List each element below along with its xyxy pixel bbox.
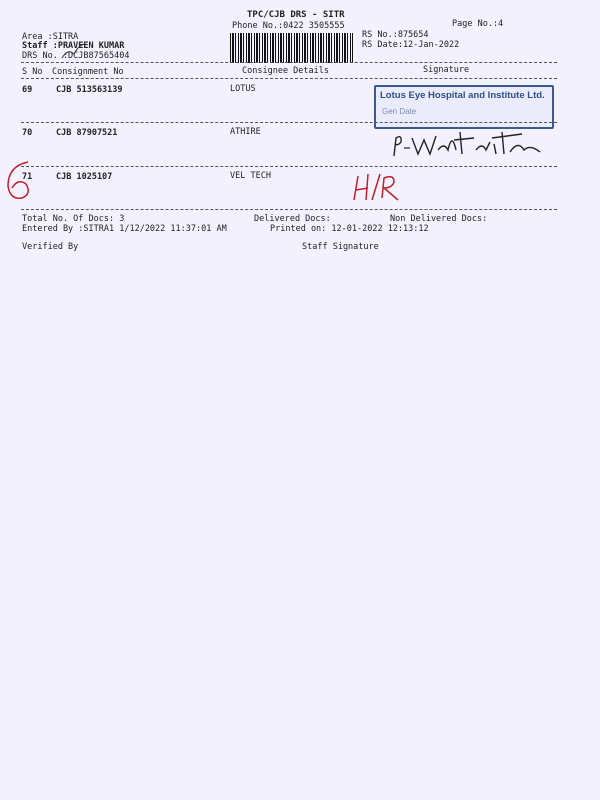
non-delivered-docs: Non Delivered Docs:: [390, 214, 488, 224]
divider: [21, 166, 557, 167]
row-consignment: CJB 1025107: [56, 172, 113, 182]
row-consignee: LOTUS: [230, 84, 256, 94]
row-sno: 69: [22, 85, 33, 95]
row-consignment: CJB 87907521: [56, 128, 118, 138]
col-consignment: Consignment No: [52, 67, 124, 77]
row-consignee: VEL TECH: [230, 171, 271, 181]
stamp-name: Lotus Eye Hospital and Institute Ltd.: [380, 90, 545, 101]
phone-number: Phone No.:0422 3505555: [232, 21, 345, 31]
stamp-sub: Gen Date: [382, 107, 417, 116]
rs-date: RS Date:12-Jan-2022: [362, 40, 460, 50]
row-consignment: CJB 513563139: [56, 85, 123, 95]
circled-six-mark: [2, 158, 42, 204]
verified-by: Verified By: [22, 242, 79, 252]
barcode-image: [230, 33, 353, 63]
col-consignee: Consignee Details: [242, 66, 329, 76]
col-sno: S No: [22, 67, 43, 77]
staff-signature: Staff Signature: [302, 242, 379, 252]
drs-number: DRS No. :DCJB87565404: [22, 51, 130, 61]
divider: [21, 209, 557, 210]
staff-label: Staff :PRAVEEN KUMAR: [22, 41, 125, 51]
divider: [21, 78, 557, 79]
handwritten-signature: [390, 126, 550, 166]
row-sno: 71: [22, 172, 33, 182]
row-sno: 70: [22, 128, 33, 138]
rs-number: RS No.:875654: [362, 30, 429, 40]
entered-by: Entered By :SITRA1 1/12/2022 11:37:01 AM: [22, 224, 227, 234]
divider: [21, 62, 557, 63]
handwritten-hr-mark: [346, 170, 406, 204]
printed-on: Printed on: 12-01-2022 12:13:12: [270, 224, 429, 234]
row-consignee: ATHIRE: [230, 127, 261, 137]
delivered-docs: Delivered Docs:: [254, 214, 331, 224]
col-signature: Signature: [423, 65, 470, 75]
document-title: TPC/CJB DRS - SITR: [247, 10, 345, 20]
divider: [21, 122, 557, 123]
total-docs: Total No. Of Docs: 3: [22, 214, 125, 224]
ink-tick-mark: [60, 44, 90, 64]
page-number: Page No.:4: [452, 19, 504, 29]
area-label: Area :SITRA: [22, 32, 79, 42]
